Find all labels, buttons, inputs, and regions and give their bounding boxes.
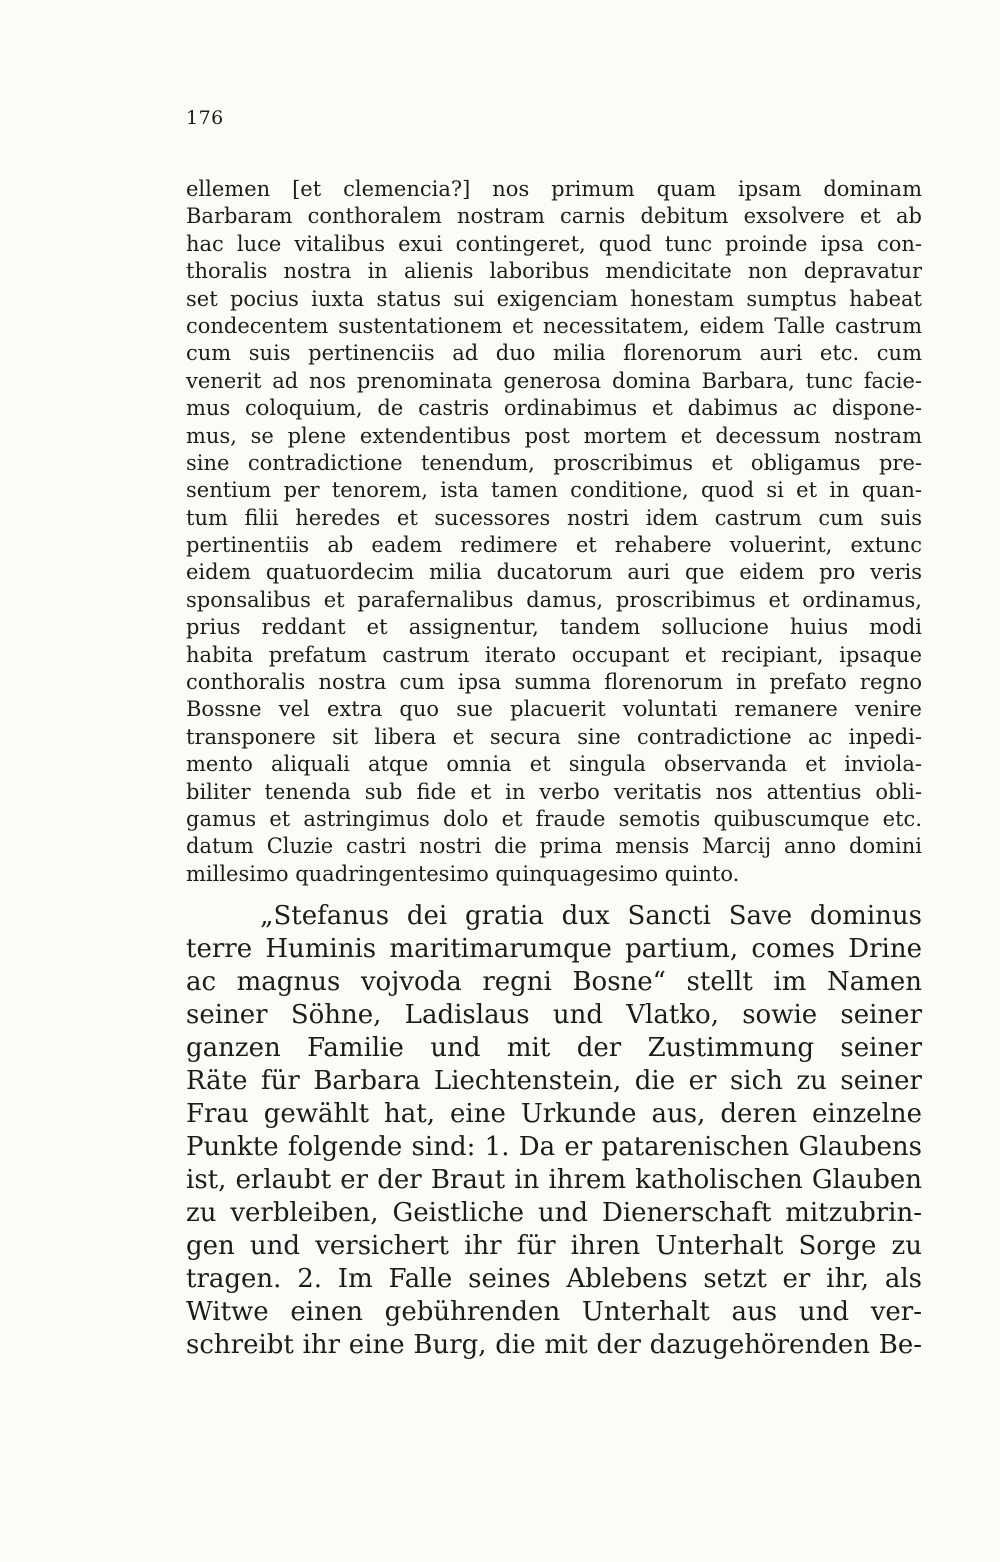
german-text-line: Witwe einen gebührenden Unterhalt aus und ver-: [186, 1297, 922, 1327]
latin-text-line: hac luce vitalibus exui contingeret, quod tunc proinde ipsa con-: [186, 231, 922, 256]
latin-text-line: Bossne vel extra quo sue placuerit voluntati remanere venire: [186, 697, 922, 722]
german-text-line: ist, erlaubt er der Braut in ihrem katholischen Glauben: [186, 1165, 922, 1195]
german-text-line: zu verbleiben, Geistliche und Dienerschaft mitzubrin-: [186, 1198, 922, 1228]
page-number: 176: [186, 107, 224, 129]
german-text-line: terre Huminis maritimarumque partium, comes Drine: [186, 934, 922, 964]
latin-text-line: millesimo quadringentesimo quinquagesimo quinto.: [186, 861, 740, 886]
german-text-line: „Stefanus dei gratia dux Sancti Save dominus: [260, 901, 922, 931]
latin-text-line: datum Cluzie castri nostri die prima mensis Marcij anno domini: [186, 834, 922, 859]
german-text-line: ac magnus vojvoda regni Bosne“ stellt im Namen: [186, 967, 922, 997]
latin-text-line: thoralis nostra in alienis laboribus mendicitate non depravatur: [186, 259, 922, 284]
german-text-line: Punkte folgende sind: 1. Da er patarenischen Glaubens: [186, 1132, 922, 1162]
latin-text-line: sine contradictione tenendum, proscribimus et obligamus pre-: [186, 450, 922, 475]
latin-text-line: sentium per tenorem, ista tamen conditione, quod si et in quan-: [186, 478, 922, 503]
latin-text-line: mento aliquali atque omnia et singula observanda et inviola-: [186, 752, 922, 777]
german-text-line: schreibt ihr eine Burg, die mit der dazugehörenden Be-: [186, 1330, 922, 1360]
latin-text-line: condecentem sustentationem et necessitatem, eidem Talle castrum: [186, 313, 922, 338]
latin-text-line: cum suis pertinenciis ad duo milia florenorum auri etc. cum: [186, 341, 922, 366]
german-summary-paragraph: [186, 900, 922, 1362]
latin-text-line: biliter tenenda sub fide et in verbo veritatis nos attentius obli-: [186, 779, 922, 804]
german-text-line: ganzen Familie und mit der Zustimmung seiner: [186, 1033, 922, 1063]
latin-text-line: set pocius iuxta status sui exigenciam honestam sumptus habeat: [186, 286, 922, 311]
latin-text-line: sponsalibus et parafernalibus damus, proscribimus et ordinamus,: [186, 587, 922, 612]
latin-text-line: mus coloquium, de castris ordinabimus et dabimus ac dispone-: [186, 396, 922, 421]
latin-text-line: ellemen [et clemencia?] nos primum quam ipsam dominam: [186, 177, 922, 201]
latin-text-line: habita prefatum castrum iterato occupant et recipiant, ipsaque: [186, 642, 922, 667]
german-text-line: gen und versichert ihr für ihren Unterhalt Sorge zu: [186, 1231, 922, 1261]
latin-text-line: mus, se plene extendentibus post mortem et decessum nostram: [186, 423, 922, 448]
latin-text-line: pertinentiis ab eadem redimere et rehabere voluerint, extunc: [186, 533, 922, 558]
latin-charter-text: [186, 176, 922, 888]
latin-text-line: eidem quatuordecim milia ducatorum auri que eidem pro veris: [186, 560, 922, 585]
latin-text-line: conthoralis nostra cum ipsa summa florenorum in prefato regno: [186, 670, 922, 695]
latin-text-line: transponere sit libera et secura sine contradictione ac inpedi-: [186, 724, 922, 749]
german-text-line: Frau gewählt hat, eine Urkunde aus, deren einzelne: [186, 1099, 922, 1129]
german-text-line: Räte für Barbara Liechtenstein, die er sich zu seiner: [186, 1066, 922, 1096]
latin-text-line: gamus et astringimus dolo et fraude semotis quibuscumque etc.: [186, 806, 922, 831]
german-text-line: tragen. 2. Im Falle seines Ablebens setzt er ihr, als: [186, 1264, 922, 1294]
latin-text-line: tum filii heredes et sucessores nostri idem castrum cum suis: [186, 505, 922, 530]
german-text-line: seiner Söhne, Ladislaus und Vlatko, sowie seiner: [186, 1000, 922, 1030]
latin-text-line: Barbaram conthoralem nostram carnis debitum exsolvere et ab: [186, 204, 922, 229]
latin-text-line: prius reddant et assignentur, tandem sollucione huius modi: [186, 615, 922, 640]
latin-text-line: venerit ad nos prenominata generosa domina Barbara, tunc facie-: [186, 368, 922, 393]
